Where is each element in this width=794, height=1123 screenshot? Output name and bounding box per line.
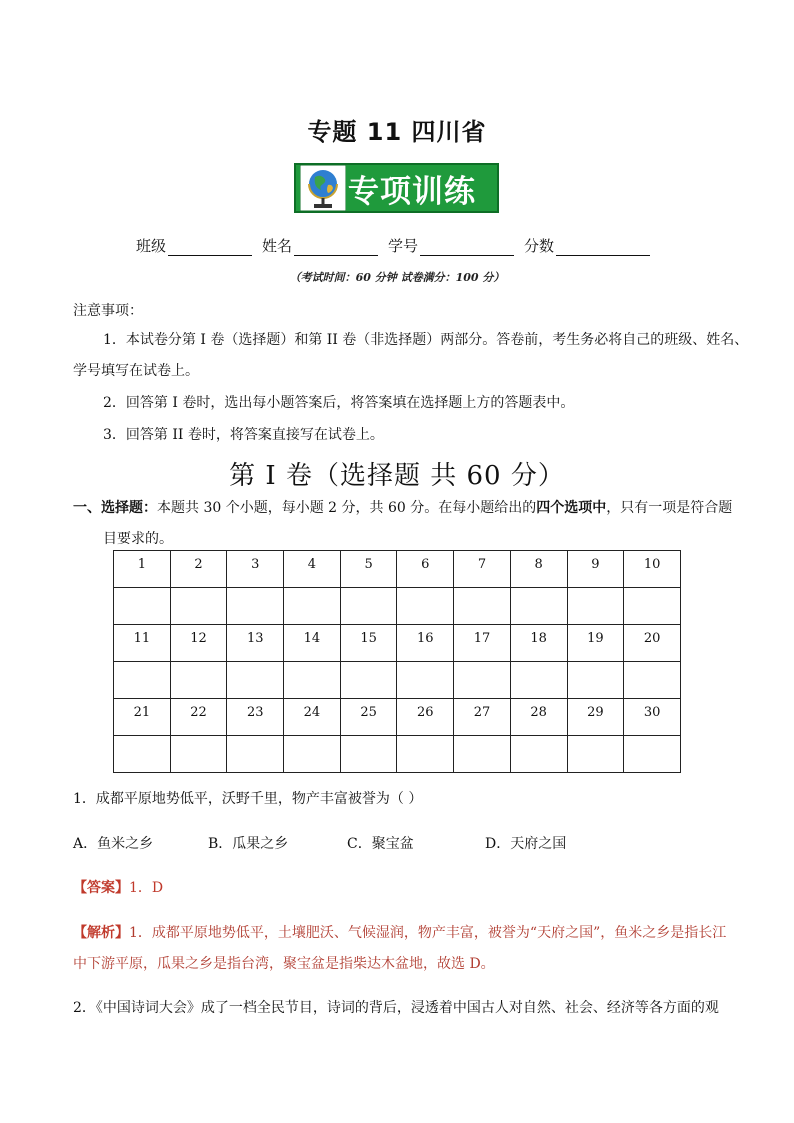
grid-number: 30 [624, 699, 681, 736]
instruction-prefix: 一、选择题： [73, 500, 157, 516]
answer-grid-number-row [114, 699, 681, 736]
answer-value: 1．D [129, 880, 164, 896]
analysis-tag: 【解析】 [73, 925, 129, 941]
answer-cell[interactable] [340, 662, 397, 699]
grid-number: 24 [284, 699, 341, 736]
grid-number: 14 [284, 625, 341, 662]
answer-cell[interactable] [510, 662, 567, 699]
grid-number: 10 [624, 551, 681, 588]
note-2: 2．回答第 I 卷时，选出每小题答案后，将答案填在选择题上方的答题表中。 [103, 395, 575, 411]
analysis-text-1: 1．成都平原地势低平，土壤肥沃、气候湿润，物产丰富，被誉为“天府之国”，鱼米之乡是指长江 [129, 925, 727, 941]
grid-number: 27 [454, 699, 511, 736]
name-blank[interactable] [294, 239, 378, 256]
answer-cell[interactable] [170, 588, 227, 625]
answer-grid [113, 550, 681, 773]
grid-number: 5 [340, 551, 397, 588]
instruction-text-1: 本题共 30 个小题，每小题 2 分，共 60 分。在每小题给出的 [157, 500, 537, 516]
answer-cell[interactable] [397, 662, 454, 699]
answer-cell[interactable] [510, 736, 567, 773]
answer-cell[interactable] [624, 588, 681, 625]
grid-number: 7 [454, 551, 511, 588]
note-1-line-1: 1．本试卷分第 I 卷（选择题）和第 II 卷（非选择题）两部分。答卷前，考生务必将自己的班级、姓名、 [103, 332, 749, 348]
answer-cell[interactable] [170, 662, 227, 699]
score-label: 分数 [524, 237, 555, 255]
question-1-option-b: B．瓜果之乡 [208, 836, 289, 852]
question-1-option-c: C．聚宝盆 [347, 836, 414, 852]
grid-number: 9 [567, 551, 624, 588]
instruction-text-2: ，只有一项是符合题 [606, 500, 733, 516]
answer-cell[interactable] [284, 736, 341, 773]
banner-label: 专项训练 [348, 173, 476, 210]
answer-cell[interactable] [397, 736, 454, 773]
class-label: 班级 [136, 237, 167, 255]
answer-cell[interactable] [114, 588, 171, 625]
instruction-line-1 [73, 497, 732, 517]
answer-cell[interactable] [454, 736, 511, 773]
class-blank[interactable] [168, 239, 252, 256]
globe-icon [300, 165, 346, 211]
grid-number: 18 [510, 625, 567, 662]
question-2-stem: 2．《中国诗词大会》成了一档全民节目，诗词的背后，浸透着中国古人对自然、社会、经济等各方面的观 [73, 1000, 719, 1016]
answer-cell[interactable] [454, 588, 511, 625]
answer-cell[interactable] [567, 662, 624, 699]
instruction-bold: 四个选项中 [536, 500, 607, 516]
grid-number: 17 [454, 625, 511, 662]
grid-number: 23 [227, 699, 284, 736]
question-1-analysis-line-2: 中下游平原，瓜果之乡是指台湾，聚宝盆是指柴达木盆地，故选 D。 [73, 956, 495, 972]
answer-cell[interactable] [567, 736, 624, 773]
note-1-line-2: 学号填写在试卷上。 [73, 363, 199, 379]
instruction-line-2: 目要求的。 [103, 531, 173, 547]
answer-cell[interactable] [170, 736, 227, 773]
grid-number: 22 [170, 699, 227, 736]
answer-grid-number-row [114, 551, 681, 588]
answer-tag: 【答案】 [73, 880, 129, 896]
question-1-analysis-line-1 [73, 922, 726, 942]
student-info-line [136, 235, 650, 256]
answer-cell[interactable] [340, 736, 397, 773]
notes-heading: 注意事项： [73, 303, 143, 319]
grid-number: 29 [567, 699, 624, 736]
grid-number: 28 [510, 699, 567, 736]
grid-number: 12 [170, 625, 227, 662]
grid-number: 25 [340, 699, 397, 736]
name-label: 姓名 [262, 237, 293, 255]
answer-cell[interactable] [227, 736, 284, 773]
grid-number: 20 [624, 625, 681, 662]
grid-number: 1 [114, 551, 171, 588]
grid-number: 21 [114, 699, 171, 736]
grid-number: 6 [397, 551, 454, 588]
question-1-option-a: A．鱼米之乡 [73, 836, 154, 852]
answer-grid-blank-row [114, 588, 681, 625]
answer-cell[interactable] [510, 588, 567, 625]
grid-number: 19 [567, 625, 624, 662]
question-1-stem: 1．成都平原地势低平，沃野千里，物产丰富被誉为（ ） [73, 791, 423, 807]
page-title: 专题 11 四川省 [307, 118, 487, 146]
section-title: 第 I 卷（选择题 共 60 分） [229, 461, 565, 491]
question-1-option-d: D．天府之国 [485, 836, 567, 852]
grid-number: 3 [227, 551, 284, 588]
answer-cell[interactable] [284, 662, 341, 699]
exam-time-note: （考试时间：60 分钟 试卷满分：100 分） [289, 271, 505, 284]
answer-cell[interactable] [567, 588, 624, 625]
answer-cell[interactable] [397, 588, 454, 625]
answer-cell[interactable] [340, 588, 397, 625]
answer-grid-number-row [114, 625, 681, 662]
grid-number: 4 [284, 551, 341, 588]
answer-cell[interactable] [454, 662, 511, 699]
answer-grid-blank-row [114, 662, 681, 699]
answer-cell[interactable] [284, 588, 341, 625]
answer-cell[interactable] [624, 662, 681, 699]
question-1-answer [73, 877, 163, 897]
answer-grid-blank-row [114, 736, 681, 773]
grid-number: 2 [170, 551, 227, 588]
score-blank[interactable] [556, 239, 650, 256]
grid-number: 8 [510, 551, 567, 588]
answer-cell[interactable] [114, 736, 171, 773]
answer-cell[interactable] [227, 662, 284, 699]
grid-number: 13 [227, 625, 284, 662]
student-id-label: 学号 [388, 237, 419, 255]
note-3: 3．回答第 II 卷时，将答案直接写在试卷上。 [103, 427, 384, 443]
answer-cell[interactable] [624, 736, 681, 773]
grid-number: 15 [340, 625, 397, 662]
student-id-blank[interactable] [420, 239, 514, 256]
special-training-banner [294, 163, 499, 213]
grid-number: 26 [397, 699, 454, 736]
answer-cell[interactable] [114, 662, 171, 699]
grid-number: 16 [397, 625, 454, 662]
grid-number: 11 [114, 625, 171, 662]
answer-cell[interactable] [227, 588, 284, 625]
